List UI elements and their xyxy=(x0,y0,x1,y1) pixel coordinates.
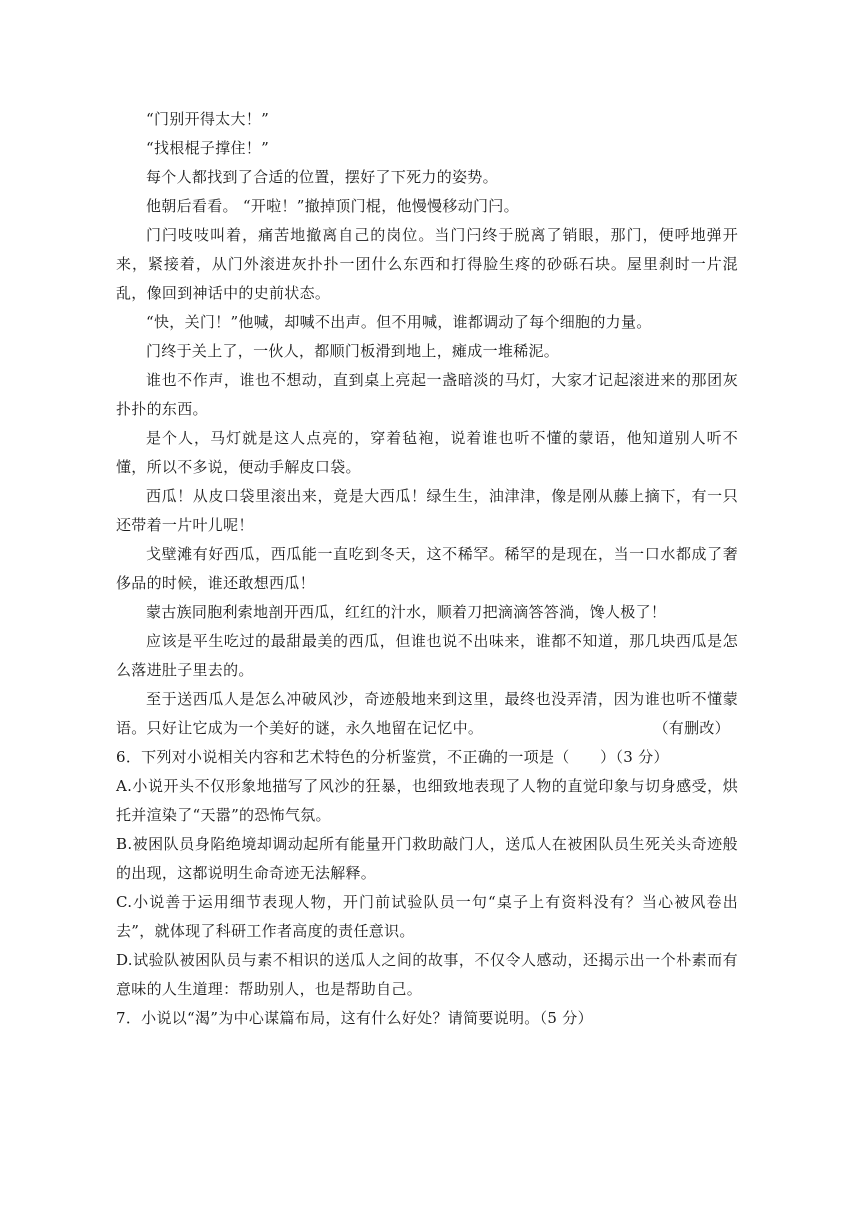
story-paragraph: 他朝后看看。 “开啦！”撤掉顶门棍，他慢慢移动门闩。 xyxy=(146,197,519,215)
story-paragraph: 门闩吱吱叫着，痛苦地撤离自己的岗位。当门闩终于脱离了销眼，那门，便呼地弹开来，紧接着，从门外滚进灰扑扑一团什么东西和打得脸生疼的砂砾石块。屋里刹时一片混乱，像回到神话中的史前状态。 xyxy=(116,226,738,302)
story-paragraph: 谁也不作声，谁也不想动，直到桌上亮起一盏暗淡的马灯，大家才记起滚进来的那团灰扑扑的东西。 xyxy=(116,371,738,418)
story-last-paragraph xyxy=(116,685,738,743)
story-paragraph: 应该是平生吃过的最甜最美的西瓜，但谁也说不出味来，谁都不知道，那几块西瓜是怎么落进肚子里去的。 xyxy=(116,632,738,679)
story-paragraph: “快，关门！”他喊，却喊不出声。但不用喊，谁都调动了每个细胞的力量。 xyxy=(146,313,652,331)
story-paragraph: 西瓜！从皮口袋里滚出来，竟是大西瓜！绿生生，油津津，像是刚从藤上摘下，有一只还带着一片叶儿呢！ xyxy=(116,487,738,534)
question-6-option-a: A.小说开头不仅形象地描写了风沙的狂暴，也细致地表现了人物的直觉印象与切身感受，烘托并渲染了“天嚣”的恐怖气氛。 xyxy=(116,777,738,824)
story-paragraph: 戈壁滩有好西瓜，西瓜能一直吃到冬天，这不稀罕。稀罕的是现在，当一口水都成了奢侈品的时候，谁还敢想西瓜！ xyxy=(116,545,738,592)
story-paragraph-text: 至于送西瓜人是怎么冲破风沙，奇迹般地来到这里，最终也没弄清，因为谁也听不懂蒙语。只好让它成为一个美好的谜，永久地留在记忆中。 xyxy=(116,690,738,737)
question-6-option-d: D.试验队被困队员与素不相识的送瓜人之间的故事，不仅令人感动，还揭示出一个朴素而有意味的人生道理：帮助别人，也是帮助自己。 xyxy=(116,951,738,998)
story-paragraph: 每个人都找到了合适的位置，摆好了下死力的姿势。 xyxy=(146,168,498,186)
document-page xyxy=(116,105,738,1033)
story-paragraph: “找根棍子撑住！” xyxy=(146,139,270,157)
question-6-option-b: B.被困队员身陷绝境却调动起所有能量开门救助敲门人，送瓜人在被困队员生死关头奇迹般的出现，这都说明生命奇迹无法解释。 xyxy=(116,835,738,882)
question-6-stem: 6．下列对小说相关内容和艺术特色的分析鉴赏，不正确的一项是（ ）（3 分） xyxy=(116,748,669,766)
question-6-option-c: C.小说善于运用细节表现人物，开门前试验队员一句“桌子上有资料没有？当心被风卷出去”，就体现了科研工作者高度的责任意识。 xyxy=(116,893,738,940)
question-7-stem: 7．小说以“渴”为中心谋篇布局，这有什么好处？请简要说明。（5 分） xyxy=(116,1009,593,1027)
story-paragraph: 门终于关上了，一伙人，都顺门板滑到地上，瘫成一堆稀泥。 xyxy=(146,342,560,360)
source-note: （有删改） xyxy=(653,719,730,737)
story-paragraph: “门别开得太大！” xyxy=(146,110,270,128)
story-paragraph: 蒙古族同胞利索地剖开西瓜，红红的汁水，顺着刀把滴滴答答淌，馋人极了！ xyxy=(146,603,667,621)
story-paragraph: 是个人，马灯就是这人点亮的，穿着毡袍，说着谁也听不懂的蒙语，他知道别人听不懂，所以不多说，便动手解皮口袋。 xyxy=(116,429,738,476)
